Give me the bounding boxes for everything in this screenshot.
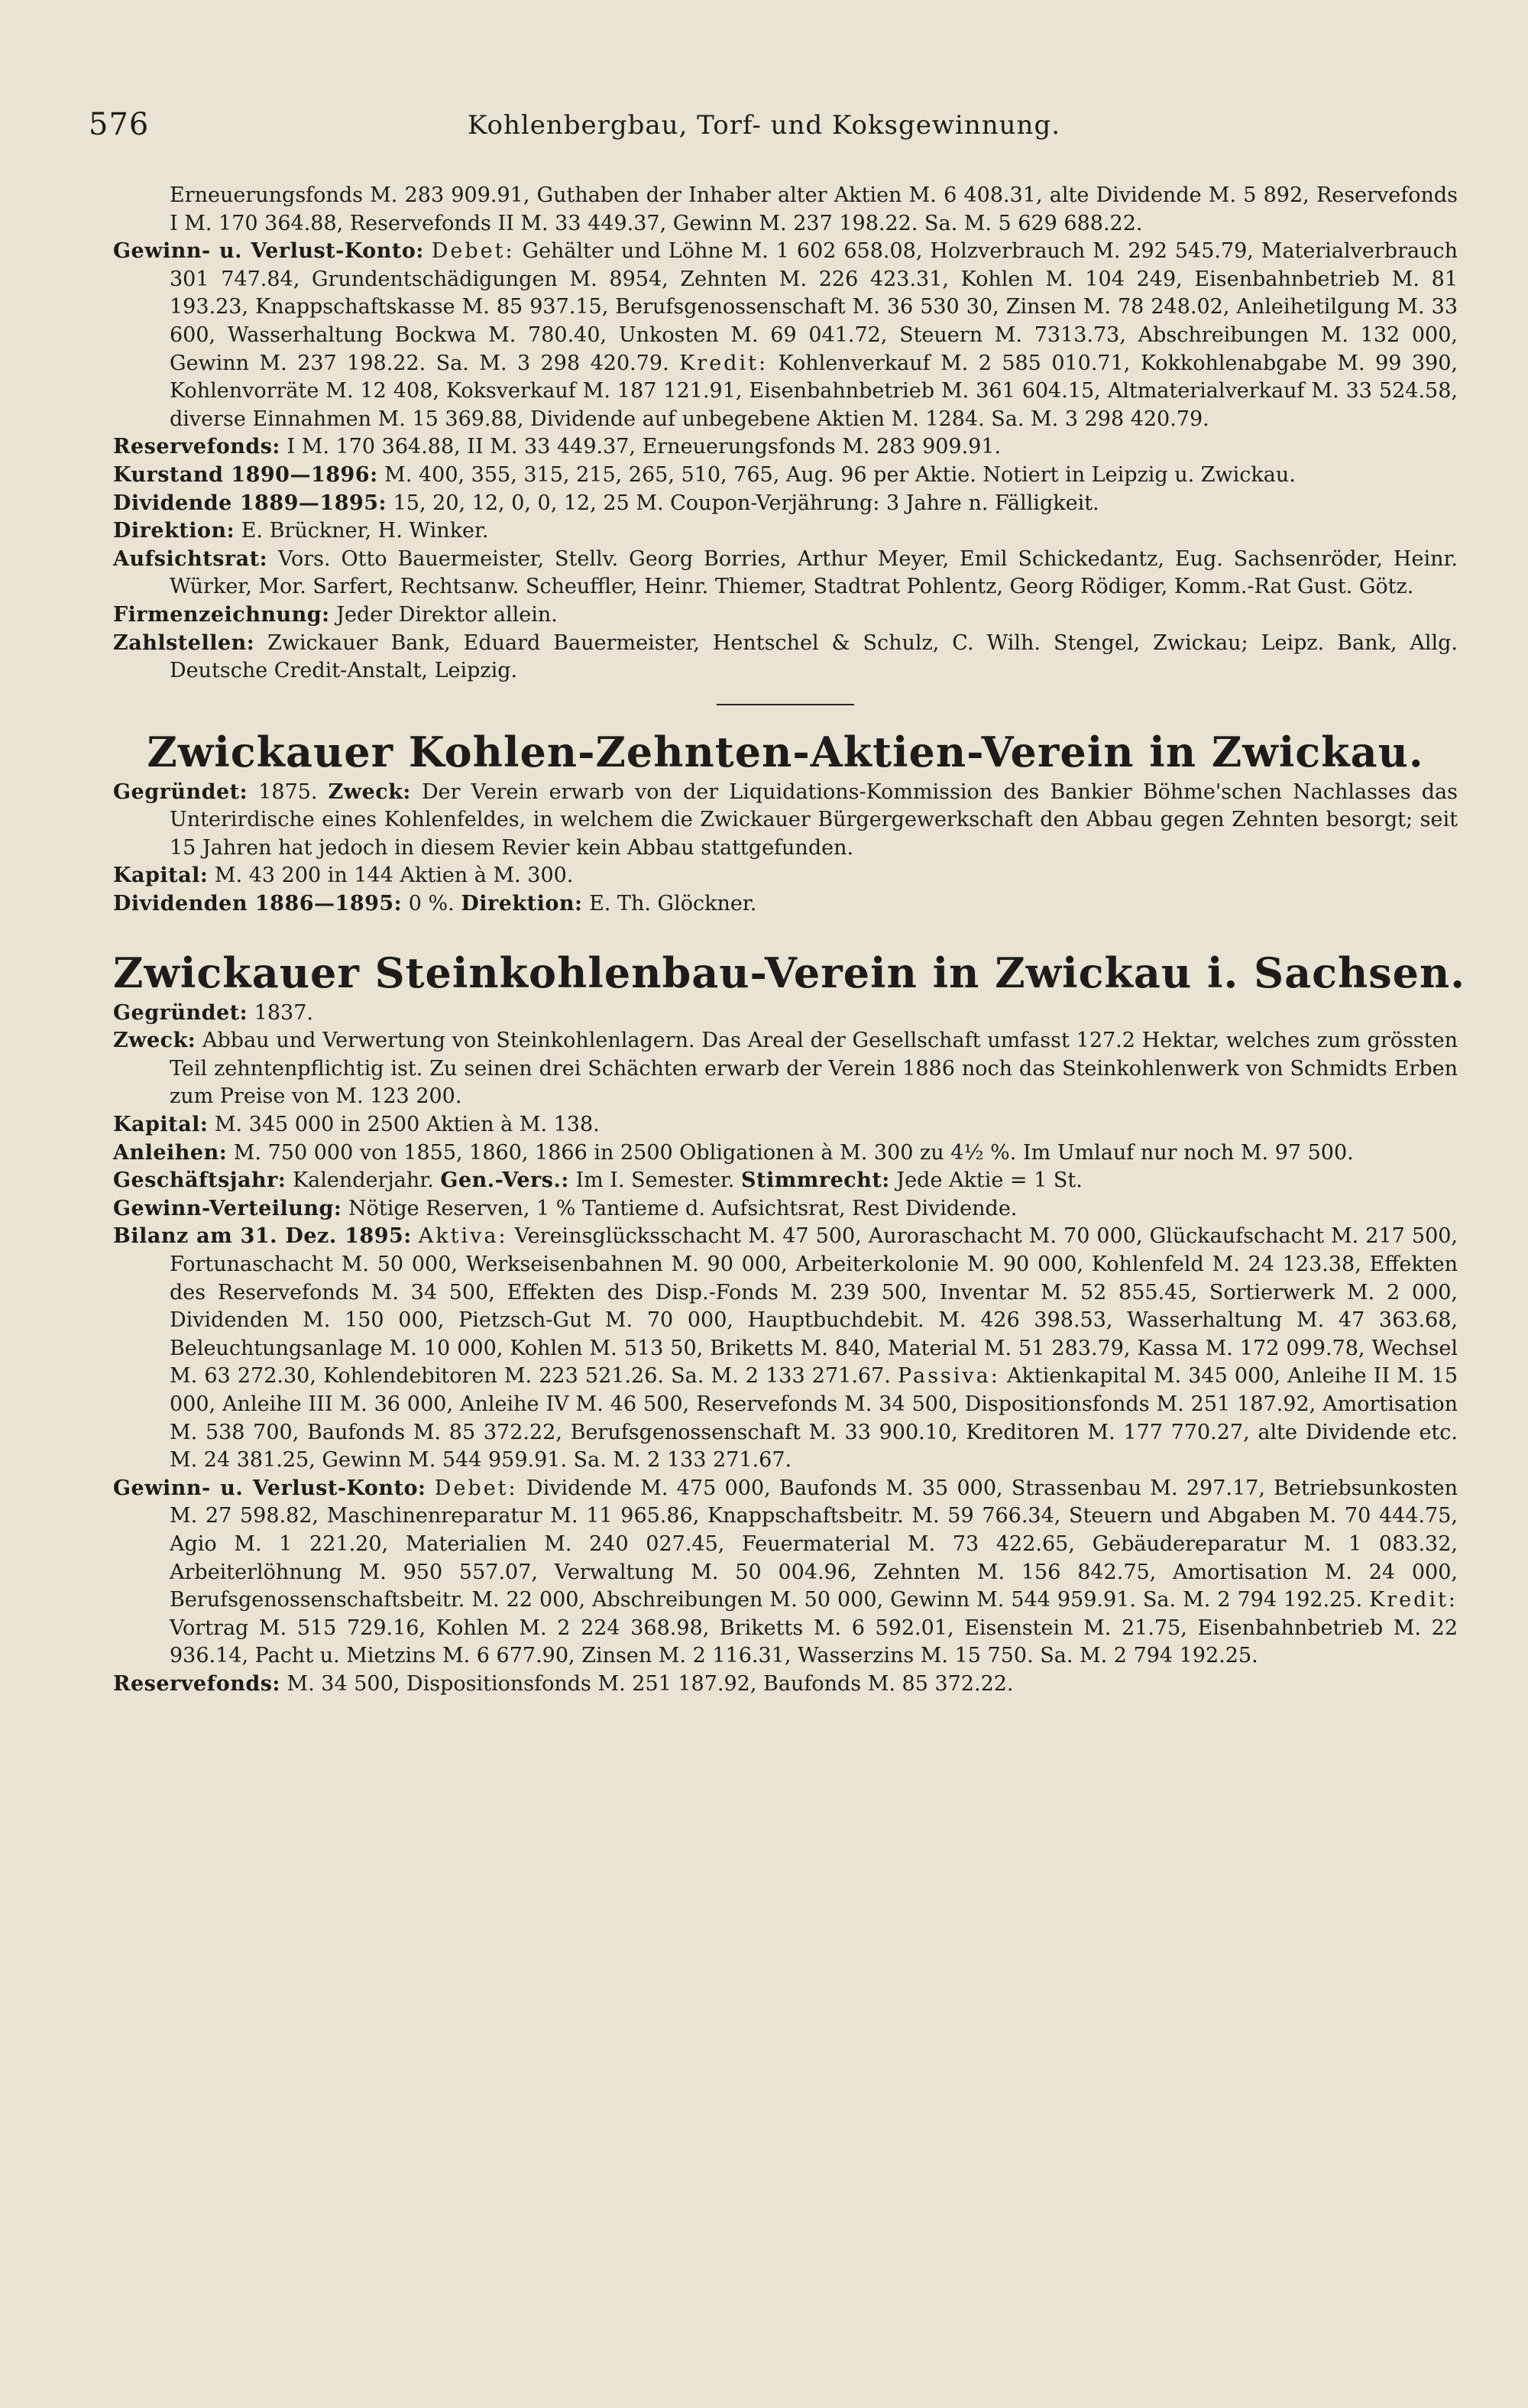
bonds: Anleihen: M. 750 000 von 1855, 1860, 1866 in 2500 Obligationen à M. 300 zu 4½ %. Im Umlauf nur noch M. 97 500. — [113, 1140, 1354, 1165]
running-title: Kohlenbergbau, Torf- und Koksgewinnung. — [467, 110, 1061, 141]
founded: Gegründet: 1875. Zweck: Der Verein erwarb von der Liquidations-Kommission des Bankier Böhme'schen Nachlasses das Unterirdische eines Kohlenfeldes, in welchem die Zwickauer Bürgergewerkschaft den Abbau gegen Zehnten besorgt; seit 15 Jahren hat jedoch in diesem Revier kein Abbau stattgefunden. — [113, 779, 1458, 860]
page-header — [0, 107, 1528, 153]
profit-loss-account: Gewinn- u. Verlust-Konto: Debet: Gehälter und Löhne M. 1 602 658.08, Holzverbrauch M. 292 545.79, Materialverbrauch 301 747.84, Grundentschädigungen M. 8954, Zehnten M. 226 423.31, Kohlen M. 104 249, Eisenbahnbetrieb M. 81 193.23, Knappschaftskasse M. 85 937.15, Berufsgenossenschaft M. 36 530 30, Zinsen M. 78 248.02, Anleihetilgung M. 33 600, Wasserhaltung Bockwa M. 780.40, Unkosten M. 69 041.72, Steuern M. 7313.73, Abschreibungen M. 132 000, Gewinn M. 237 198.22. Sa. M. 3 298 420.79. Kredit: Kohlenverkauf M. 2 585 010.71, Kokkohlenabgabe M. 99 390, Kohlenvorräte M. 12 408, Koksverkauf M. 187 121.91, Eisenbahnbetrieb M. 361 604.15, Altmaterialverkauf M. 33 524.58, diverse Einnahmen M. 15 369.88, Dividende auf unbegebene Aktien M. 1284. Sa. M. 3 298 420.79. — [113, 239, 1458, 431]
supervisory-board: Aufsichtsrat: Vors. Otto Bauermeister, Stellv. Georg Borries, Arthur Meyer, Emil Schickedantz, Eug. Sachsenröder, Heinr. Würker, Mor. Sarfert, Rechtsanw. Scheuffler, Heinr. Thiemer, Stadtrat Pohlentz, Georg Rödiger, Komm.-Rat Gust. Götz. — [113, 546, 1458, 599]
balance-continuation: Erneuerungsfonds M. 283 909.91, Guthaben der Inhaber alter Aktien M. 6 408.31, alte Dividende M. 5 892, Reservefonds I M. 170 364.88, Reservefonds II M. 33 449.37, Gewinn M. 237 198.22. Sa. M. 5 629 688.22. — [170, 183, 1458, 235]
founded: Gegründet: 1837. — [113, 1000, 313, 1025]
capital: Kapital: M. 345 000 in 2500 Aktien à M. 138. — [113, 1113, 600, 1137]
purpose: Zweck: Abbau und Verwertung von Steinkohlenlagern. Das Areal der Gesellschaft umfasst 127.2 Hektar, welches zum grössten Teil zehntenpflichtig ist. Zu seinen drei Schächten erwarb der Verein 1886 noch das Steinkohlenwerk von Schmidts Erben zum Preise von M. 123 200. — [113, 1029, 1458, 1109]
dividend-history: Dividende 1889—1895: 15, 20, 12, 0, 0, 12, 25 M. Coupon-Verjährung: 3 Jahre n. Fälligkeit. — [113, 491, 1099, 515]
section-spacer — [113, 919, 1458, 946]
share-price-history: Kurstand 1890—1896: M. 400, 355, 315, 215, 265, 510, 765, Aug. 96 per Aktie. Notiert in Leipzig u. Zwickau. — [113, 462, 1296, 487]
signing-authority: Firmenzeichnung: Jeder Direktor allein. — [113, 602, 558, 627]
page-number: 576 — [89, 107, 150, 142]
balance-sheet: Bilanz am 31. Dez. 1895: Aktiva: Vereinsglücksschacht M. 47 500, Auroraschacht M. 70 000, Glückaufschacht M. 217 500, Fortunaschacht M. 50 000, Werkseisenbahnen M. 90 000, Arbeiterkolonie M. 90 000, Kohlenfeld M. 24 123.38, Effekten des Reservefonds M. 34 500, Effekten des Disp.-Fonds M. 239 500, Inventar M. 52 855.45, Sortierwerk M. 2 000, Dividenden M. 150 000, Pietzsch-Gut M. 70 000, Hauptbuchdebit. M. 426 398.53, Wasserhaltung M. 47 363.68, Beleuchtungsanlage M. 10 000, Kohlen M. 513 50, Briketts M. 840, Material M. 51 283.79, Kassa M. 172 099.78, Wechsel M. 63 272.30, Kohlendebitoren M. 223 521.26. Sa. M. 2 133 271.67. Passiva: Aktienkapital M. 345 000, Anleihe II M. 15 000, Anleihe III M. 36 000, Anleihe IV M. 46 500, Reservefonds M. 34 500, Dispositionsfonds M. 251 187.92, Amortisation M. 538 700, Baufonds M. 85 372.22, Berufsgenossenschaft M. 33 900.10, Kreditoren M. 177 770.27, alte Dividende etc. M. 24 381.25, Gewinn M. 544 959.91. Sa. M. 2 133 271.67. — [113, 1224, 1458, 1473]
paying-agents: Zahlstellen: Zwickauer Bank, Eduard Bauermeister, Hentschel & Schulz, C. Wilh. Stengel, Zwickau; Leipz. Bank, Allg. Deutsche Credit-Anstalt, Leipzig. — [113, 630, 1458, 683]
fiscal-year-meeting-voting: Geschäftsjahr: Kalenderjahr. Gen.-Vers.: Im I. Semester. Stimmrecht: Jede Aktie = 1 St. — [113, 1168, 1083, 1193]
profit-loss-account: Gewinn- u. Verlust-Konto: Debet: Dividende M. 475 000, Baufonds M. 35 000, Strassenbau M. 297.17, Betriebsunkosten M. 27 598.82, Maschinenreparatur M. 11 965.86, Knappschaftsbeitr. M. 59 766.34, Steuern und Abgaben M. 70 444.75, Agio M. 1 221.20, Materialien M. 240 027.45, Feuermaterial M. 73 422.65, Gebäudereparatur M. 1 083.32, Arbeiterlöhnung M. 950 557.07, Verwaltung M. 50 004.96, Zehnten M. 156 842.75, Amortisation M. 24 000, Berufsgenossenschaftsbeitr. M. 22 000, Abschreibungen M. 50 000, Gewinn M. 544 959.91. Sa. M. 2 794 192.25. Kredit: Vortrag M. 515 729.16, Kohlen M. 2 224 368.98, Briketts M. 6 592.01, Eisenstein M. 21.75, Eisenbahnbetrieb M. 22 936.14, Pacht u. Mietzins M. 6 677.90, Zinsen M. 2 116.31, Wasserzins M. 15 750. Sa. M. 2 794 192.25. — [113, 1476, 1458, 1668]
reserve-funds: Reservefonds: I M. 170 364.88, II M. 33 449.37, Erneuerungsfonds M. 283 909.91. — [113, 435, 1002, 459]
reserve-funds: Reservefonds: M. 34 500, Dispositionsfonds M. 251 187.92, Baufonds M. 85 372.22. — [113, 1671, 1014, 1696]
section-divider — [717, 704, 854, 705]
dividends-and-management: Dividenden 1886—1895: 0 %. Direktion: E. Th. Glöckner. — [113, 892, 757, 916]
company-title: Zwickauer Kohlen-Zehnten-Aktien-Verein in Zwickau. — [147, 727, 1424, 776]
profit-distribution: Gewinn-Verteilung: Nötige Reserven, 1 % Tantieme d. Aufsichtsrat, Rest Dividende. — [113, 1196, 1018, 1220]
management: Direktion: E. Brückner, H. Winker. — [113, 519, 489, 543]
company-title: Zwickauer Steinkohlenbau-Verein in Zwickau i. Sachsen. — [113, 948, 1466, 997]
capital: Kapital: M. 43 200 in 144 Aktien à M. 300. — [113, 864, 574, 888]
page-content — [113, 182, 1466, 1699]
